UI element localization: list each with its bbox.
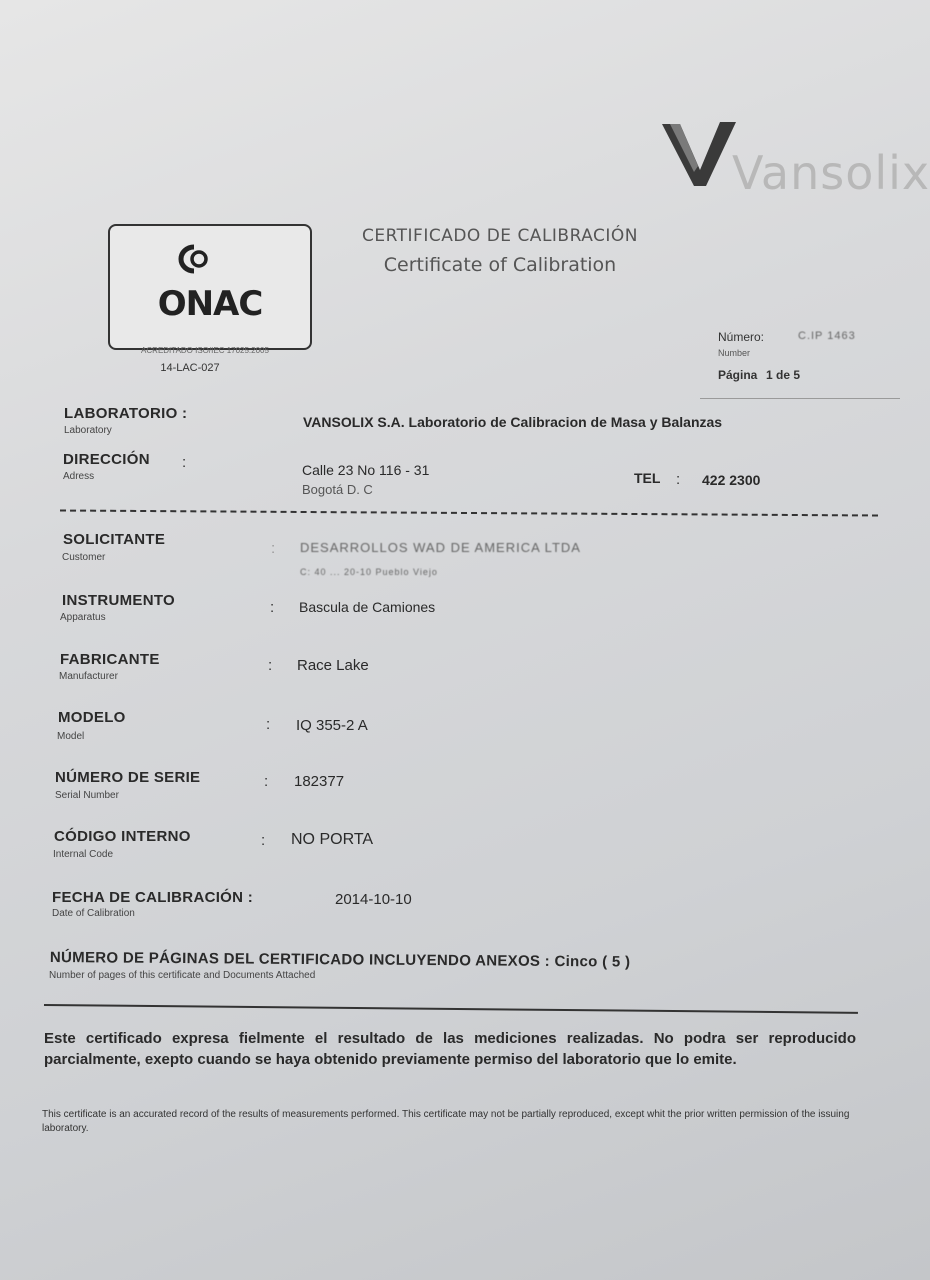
lab-label-en: Laboratory — [64, 425, 112, 436]
footer-divider — [44, 1004, 858, 1014]
internal-code-label: CÓDIGO INTERNO — [54, 828, 191, 845]
accreditation-code: 14-LAC-027 — [160, 362, 220, 374]
customer-value: DESARROLLOS WAD DE AMERICA LTDA — [300, 540, 581, 555]
vansolix-logo — [662, 120, 930, 200]
manufacturer-value: Race Lake — [297, 657, 369, 674]
manufacturer-colon: : — [268, 657, 273, 674]
onac-logo-text: ONAC — [157, 284, 263, 324]
certificate-title: CERTIFICADO DE CALIBRACIÓN — [361, 226, 639, 246]
model-colon: : — [266, 716, 271, 733]
model-label: MODELO — [58, 709, 126, 726]
header-divider — [700, 398, 900, 399]
address-line1: Calle 23 No 116 - 31 — [302, 462, 430, 478]
instrument-value: Bascula de Camiones — [299, 599, 436, 615]
customer-value-2: C: 40 ... 20-10 Pueblo Viejo — [300, 567, 438, 577]
calibration-date-label-en: Date of Calibration — [52, 908, 135, 919]
tel-colon: : — [676, 471, 681, 488]
serial-colon: : — [264, 773, 269, 790]
address-label: DIRECCIÓN — [63, 451, 150, 468]
calibration-date-value: 2014-10-10 — [335, 891, 412, 908]
address-colon: : — [182, 454, 187, 471]
number-value: C.IP 1463 — [798, 330, 856, 342]
internal-code-colon: : — [261, 832, 266, 849]
instrument-label-en: Apparatus — [60, 612, 106, 623]
customer-label: SOLICITANTE — [63, 531, 166, 548]
model-value: IQ 355-2 A — [296, 717, 368, 734]
section-divider — [60, 510, 878, 517]
internal-code-label-en: Internal Code — [53, 849, 114, 860]
number-label-en: Number — [718, 348, 751, 358]
certificate-subtitle: Certificate of Calibration — [383, 254, 617, 276]
model-label-en: Model — [57, 731, 85, 742]
address-line2: Bogotá D. C — [302, 482, 373, 497]
number-label: Número: — [718, 330, 765, 344]
address-label-en: Adress — [63, 471, 95, 482]
page-label: Página — [718, 368, 758, 382]
customer-label-en: Customer — [62, 552, 106, 563]
calibration-date-label: FECHA DE CALIBRACIÓN : — [52, 889, 254, 906]
manufacturer-label-en: Manufacturer — [59, 671, 118, 682]
accreditation-text: ACREDITADO ISO/IEC 17025:2005 — [141, 346, 269, 355]
tel-value: 422 2300 — [702, 472, 761, 488]
customer-colon: : — [271, 540, 276, 557]
instrument-colon: : — [270, 599, 275, 616]
pages-label: NÚMERO DE PÁGINAS DEL CERTIFICADO INCLUYENDO ANEXOS : Cinco ( 5 ) — [49, 949, 631, 971]
manufacturer-label: FABRICANTE — [60, 651, 160, 668]
serial-label-en: Serial Number — [55, 790, 119, 801]
instrument-label: INSTRUMENTO — [62, 592, 176, 609]
statement-en: This certificate is an accurated record of the results of measurements performed. This certificate may not be partially reproduced, except whit the prior written permission of the issuing laboratory. — [42, 1109, 850, 1134]
onac-symbol-icon — [172, 244, 216, 274]
statement-es: Este certificado expresa fielmente el resultado de las mediciones realizadas. No podra ser reproducido parcialmente, exepto cuando se haya obtenido previamente permiso del laboratorio que lo emite. — [44, 1030, 856, 1068]
serial-value: 182377 — [294, 773, 345, 790]
tel-label: TEL — [634, 470, 661, 486]
onac-logo — [108, 224, 312, 350]
vansolix-v-icon — [662, 120, 742, 190]
lab-value: VANSOLIX S.A. Laboratorio de Calibracion de Masa y Balanzas — [303, 414, 723, 430]
serial-label: NÚMERO DE SERIE — [55, 769, 201, 786]
vansolix-brand-text: Vansolix — [732, 146, 930, 200]
pages-label-en: Number of pages of this certificate and Documents Attached — [49, 970, 316, 981]
page-value: 1 de 5 — [766, 368, 801, 382]
lab-label: LABORATORIO : — [64, 405, 188, 422]
internal-code-value: NO PORTA — [291, 831, 374, 848]
